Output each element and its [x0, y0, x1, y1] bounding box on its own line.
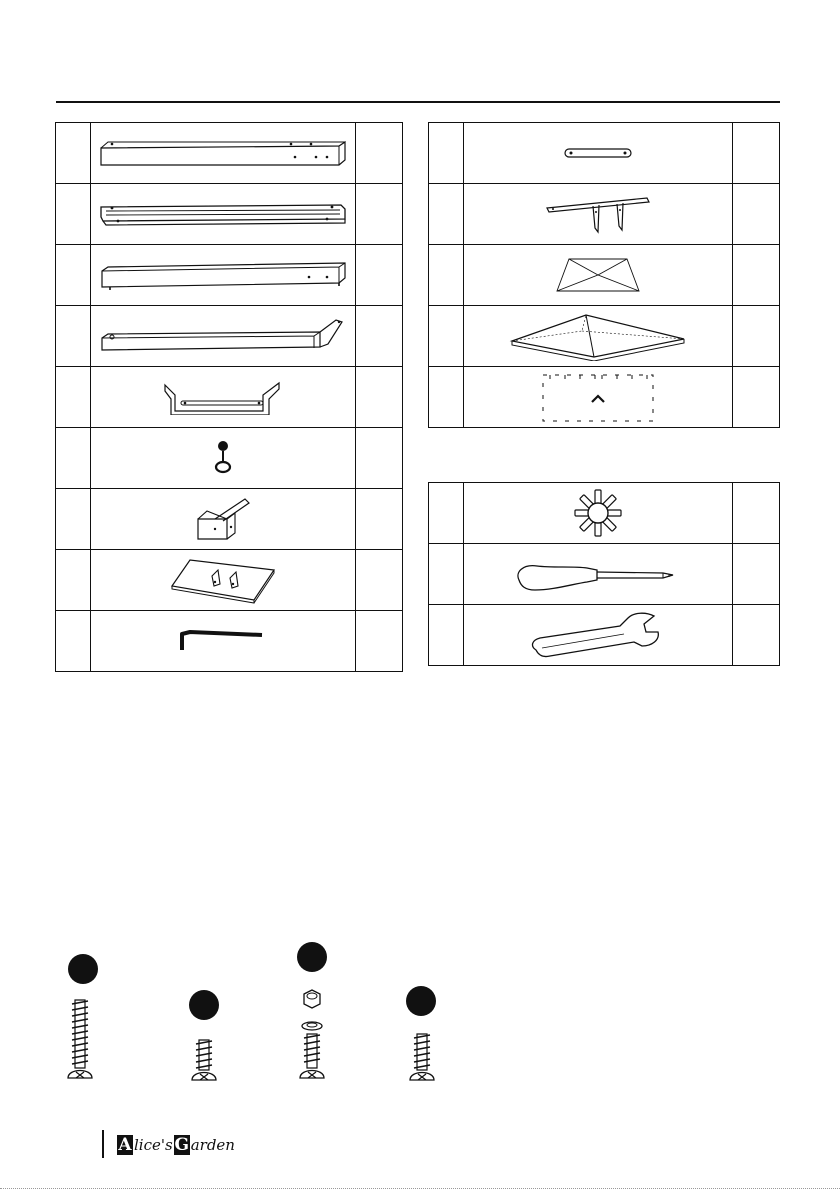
- parts-table-right-top: [428, 122, 780, 428]
- long-screw-icon: [64, 996, 96, 1088]
- footer-divider: [102, 1130, 104, 1158]
- table-row: [429, 544, 780, 605]
- logo-letter-g: G: [174, 1135, 189, 1155]
- side-curtain-icon: [540, 370, 656, 424]
- roof-cover-icon: [508, 311, 688, 361]
- medium-screw-icon: [406, 1030, 438, 1088]
- hardware-badge-2: [189, 990, 219, 1020]
- angled-tube-leg-icon: [98, 318, 348, 354]
- logo-text-1: lice's: [134, 1136, 173, 1154]
- corner-bracket-icon: [193, 497, 253, 541]
- table-row: [56, 245, 403, 306]
- table-row: [429, 184, 780, 245]
- table-row: [429, 483, 780, 544]
- star-spanner-icon: [573, 488, 623, 538]
- logo-text-2: arden: [190, 1136, 235, 1154]
- header-rule: [56, 101, 780, 103]
- u-bracket-icon: [163, 379, 283, 415]
- hardware-badge-4: [406, 986, 436, 1016]
- open-wrench-icon: [528, 610, 668, 660]
- table-row: [56, 611, 403, 672]
- table-row: [56, 367, 403, 428]
- table-row: [56, 306, 403, 367]
- hex-key-icon: [178, 629, 268, 653]
- long-beam-icon: [98, 138, 348, 168]
- logo-letter-a: A: [118, 1135, 132, 1155]
- table-row: [429, 605, 780, 666]
- tools-table-right: [428, 482, 780, 666]
- hardware-badge-3: [297, 942, 327, 972]
- table-row: [429, 306, 780, 367]
- table-row: [56, 184, 403, 245]
- parts-table-left: [55, 122, 403, 672]
- hook-rail-icon: [543, 192, 653, 236]
- table-row: [56, 428, 403, 489]
- bolt-nut-washer-icon: [296, 988, 328, 1088]
- screwdriver-icon: [513, 554, 683, 594]
- table-row: [56, 123, 403, 184]
- roof-frame-icon: [553, 255, 643, 295]
- short-screw-icon: [188, 1036, 220, 1088]
- channel-beam-icon: [98, 199, 348, 229]
- table-row: [429, 123, 780, 184]
- eye-bolt-icon: [208, 440, 238, 476]
- table-row: [429, 245, 780, 306]
- flat-bar-icon: [563, 146, 633, 160]
- table-row: [56, 489, 403, 550]
- hardware-badge-1: [68, 954, 98, 984]
- table-row: [429, 367, 780, 428]
- brand-logo: [117, 1133, 236, 1157]
- bottom-edge-dots: [0, 1188, 840, 1189]
- base-plate-icon: [168, 556, 278, 604]
- table-row: [56, 550, 403, 611]
- square-tube-beam-icon: [98, 260, 348, 290]
